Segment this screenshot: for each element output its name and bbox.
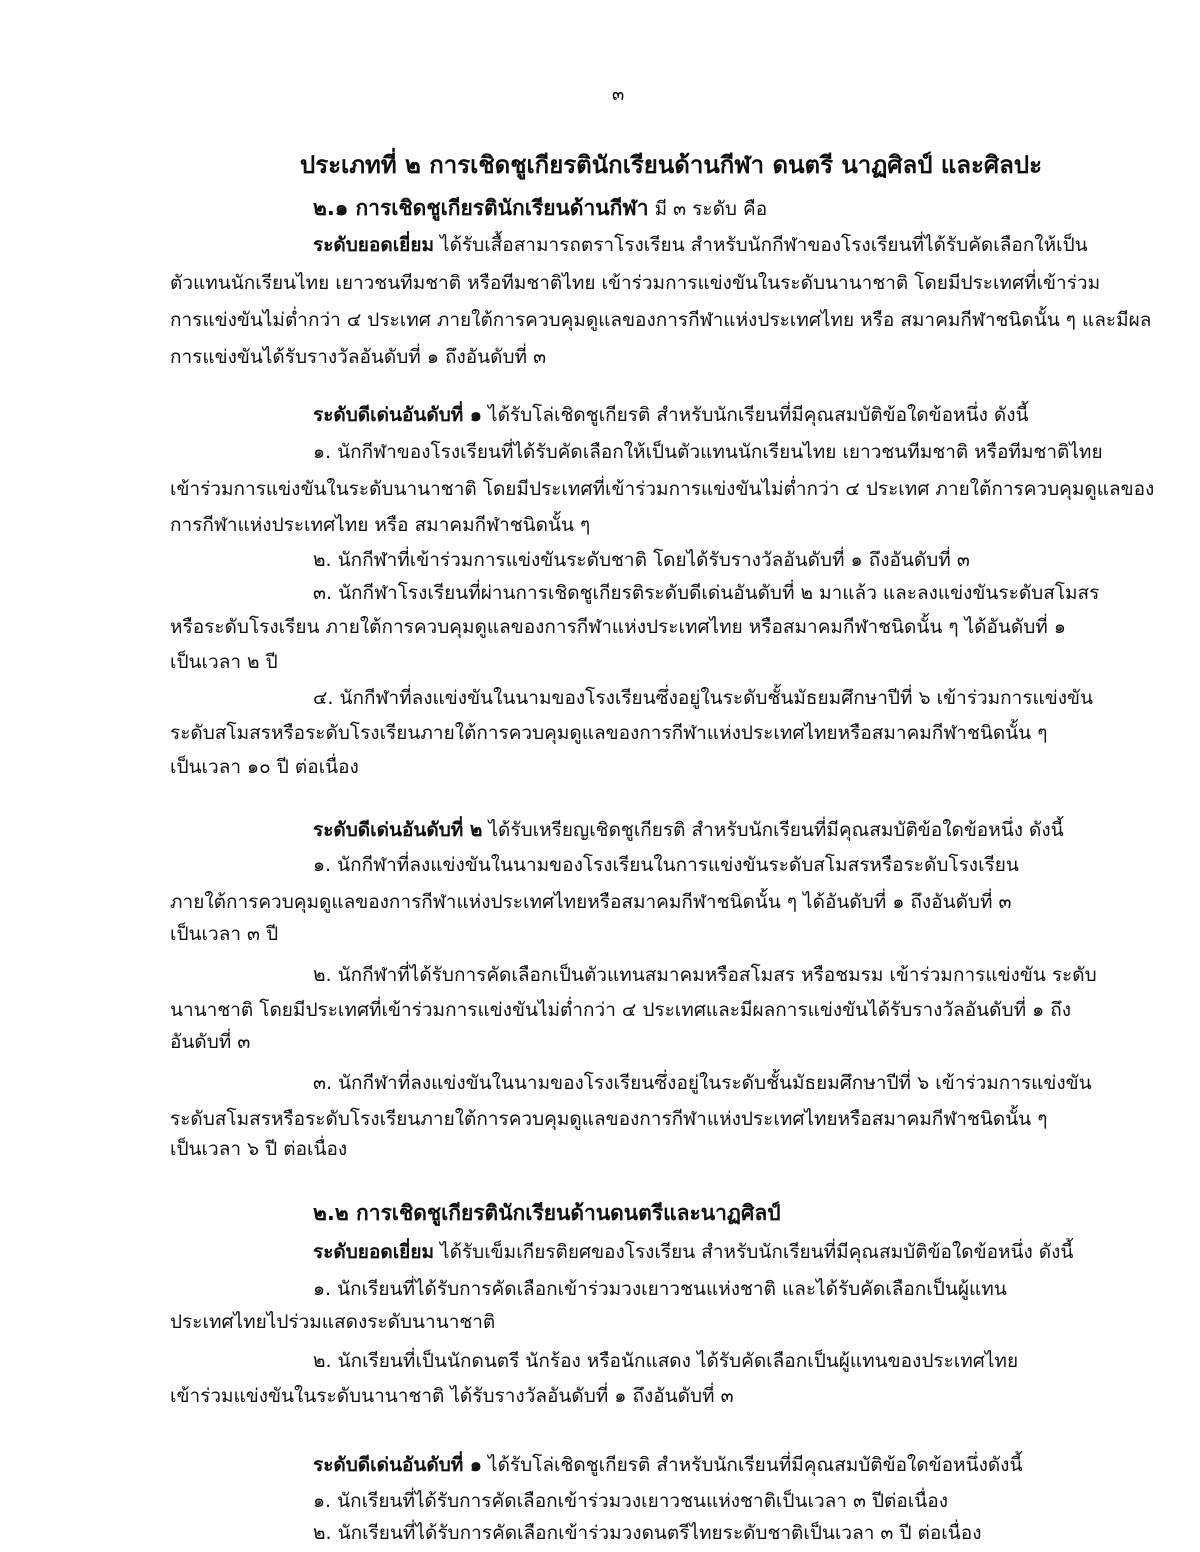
- level-text: ได้รับเข็มเกียรติยศของโรงเรียน สำหรับนักเรียนที่มีคุณสมบัติข้อใดข้อหนึ่ง ดังนี้: [440, 1241, 1074, 1263]
- paragraph-line: การกีฬาแห่งประเทศไทย หรือ สมาคมกีฬาชนิดนั้น ๆ: [170, 514, 591, 536]
- paragraph-line: อันดับที่ ๓: [170, 1031, 251, 1053]
- paragraph-line: ประเทศไทยไปร่วมแสดงระดับนานาชาติ: [170, 1311, 496, 1333]
- section-heading-2-1-text: ๒.๑ การเชิดชูเกียรตินักเรียนด้านกีฬา: [313, 196, 649, 220]
- paragraph-line: ตัวแทนนักเรียนไทย เยาวชนทีมชาติ หรือทีมชาติไทย เข้าร่วมการแข่งขันในระดับนานาชาติ โดยมีประเทศที่เข้าร่วม: [170, 272, 1101, 294]
- list-item: ๓. นักกีฬาที่ลงแข่งขันในนามของโรงเรียนซึ่งอยู่ในระดับชั้นมัธยมศึกษาปีที่ ๖ เข้าร่วมการแข่งขัน: [313, 1072, 1092, 1094]
- level-text: ได้รับโล่เชิดชูเกียรติ สำหรับนักเรียนที่มีคุณสมบัติข้อใดข้อหนึ่ง ดังนี้: [488, 404, 1029, 426]
- level-text: ได้รับโล่เชิดชูเกียรติ สำหรับนักเรียนที่มีคุณสมบัติข้อใดข้อหนึ่งดังนี้: [488, 1454, 1023, 1476]
- paragraph-line: เป็นเวลา ๖ ปี ต่อเนื่อง: [170, 1138, 348, 1160]
- level-label: ระดับดีเด่นอันดับที่ ๑: [313, 1454, 482, 1476]
- list-item: ๑. นักกีฬาของโรงเรียนที่ได้รับคัดเลือกให้เป็นตัวแทนนักเรียนไทย เยาวชนทีมชาติ หรือทีมชาติไทย: [313, 441, 1103, 463]
- paragraph-line: หรือระดับโรงเรียน ภายใต้การควบคุมดูแลของการกีฬาแห่งประเทศไทย หรือสมาคมกีฬาชนิดนั้น ๆ ได้อันดับที่ ๑: [170, 616, 1066, 638]
- paragraph-line: ระดับสโมสรหรือระดับโรงเรียนภายใต้การควบคุมดูแลของการกีฬาแห่งประเทศไทยหรือสมาคมกีฬาชนิดนั้น ๆ: [170, 722, 1048, 744]
- list-item: ๒. นักกีฬาที่ได้รับการคัดเลือกเป็นตัวแทนสมาคมหรือสโมสร หรือชมรม เข้าร่วมการแข่งขัน ระดับ: [313, 964, 1097, 986]
- level-label: ระดับดีเด่นอันดับที่ ๒: [313, 819, 483, 841]
- list-item: ๒. นักเรียนที่ได้รับการคัดเลือกเข้าร่วมวงดนตรีไทยระดับชาติเป็นเวลา ๓ ปี ต่อเนื่อง: [313, 1522, 982, 1544]
- paragraph-line: เป็นเวลา ๓ ปี: [170, 923, 279, 945]
- level-label: ระดับยอดเยี่ยม: [313, 1241, 434, 1263]
- list-item: ๔. นักกีฬาที่ลงแข่งขันในนามของโรงเรียนซึ่งอยู่ในระดับชั้นมัธยมศึกษาปีที่ ๖ เข้าร่วมการแข่งขัน: [313, 687, 1094, 709]
- paragraph-line: ระดับสโมสรหรือระดับโรงเรียนภายใต้การควบคุมดูแลของการกีฬาแห่งประเทศไทยหรือสมาคมกีฬาชนิดนั้น ๆ: [170, 1108, 1048, 1130]
- paragraph-line: เป็นเวลา ๒ ปี: [170, 651, 278, 673]
- paragraph-line: ภายใต้การควบคุมดูแลของการกีฬาแห่งประเทศไทยหรือสมาคมกีฬาชนิดนั้น ๆ ได้อันดับที่ ๑ ถึงอันดับที่ ๓: [170, 891, 1012, 913]
- level-text: ได้รับเหรียญเชิดชูเกียรติ สำหรับนักเรียนที่มีคุณสมบัติข้อใดข้อหนึ่ง ดังนี้: [488, 819, 1064, 841]
- paragraph-line: [313, 815, 1064, 845]
- list-item: ๑. นักเรียนที่ได้รับการคัดเลือกเข้าร่วมวงเยาวชนแห่งชาติเป็นเวลา ๓ ปีต่อเนื่อง: [313, 1490, 948, 1512]
- paragraph-line: [313, 1450, 1022, 1480]
- paragraph-line: [313, 1237, 1073, 1267]
- section-heading-2-2: ๒.๒ การเชิดชูเกียรตินักเรียนด้านดนตรีและนาฏศิลป์: [313, 1201, 781, 1225]
- level-label: ระดับยอดเยี่ยม: [313, 234, 434, 256]
- paragraph-line: [313, 230, 1088, 260]
- page-title: ประเภทที่ ๒ การเชิดชูเกียรตินักเรียนด้านกีฬา ดนตรี นาฏศิลป์ และศิลปะ: [300, 151, 1042, 179]
- level-text: ได้รับเสื้อสามารถตราโรงเรียน สำหรับนักกีฬาของโรงเรียนที่ได้รับคัดเลือกให้เป็น: [440, 234, 1088, 256]
- paragraph-line: [313, 400, 1029, 430]
- list-item: ๒. นักเรียนที่เป็นนักดนตรี นักร้อง หรือนักแสดง ได้รับคัดเลือกเป็นผู้แทนของประเทศไทย: [313, 1350, 1019, 1372]
- page-number: ๓: [612, 84, 625, 105]
- paragraph-line: เข้าร่วมแข่งขันในระดับนานาชาติ ได้รับรางวัลอันดับที่ ๑ ถึงอันดับที่ ๓: [170, 1385, 734, 1407]
- section-heading-2-1-suffix: มี ๓ ระดับ คือ: [654, 198, 768, 220]
- list-item: ๑. นักเรียนที่ได้รับการคัดเลือกเข้าร่วมวงเยาวชนแห่งชาติ และได้รับคัดเลือกเป็นผู้แทน: [313, 1278, 1007, 1300]
- list-item: ๓. นักกีฬาโรงเรียนที่ผ่านการเชิดชูเกียรติระดับดีเด่นอันดับที่ ๒ มาแล้ว และลงแข่งขันระดับสโมสร: [313, 582, 1100, 604]
- section-heading-2-1: [313, 193, 767, 224]
- paragraph-line: นานาชาติ โดยมีประเทศที่เข้าร่วมการแข่งขันไม่ต่ำกว่า ๔ ประเทศและมีผลการแข่งขันได้รับรางวัลอันดับที่ ๑ ถึง: [170, 999, 1072, 1021]
- list-item: ๒. นักกีฬาที่เข้าร่วมการแข่งขันระดับชาติ โดยได้รับรางวัลอันดับที่ ๑ ถึงอันดับที่ ๓: [313, 549, 970, 571]
- paragraph-line: การแข่งขันไม่ต่ำกว่า ๔ ประเทศ ภายใต้การควบคุมดูแลของการกีฬาแห่งประเทศไทย หรือ สมาคมกีฬาชนิดนั้น ๆ และมีผล: [170, 309, 1152, 331]
- paragraph-line: การแข่งขันได้รับรางวัลอันดับที่ ๑ ถึงอันดับที่ ๓: [170, 346, 547, 368]
- level-label: ระดับดีเด่นอันดับที่ ๑: [313, 404, 482, 426]
- list-item: ๑. นักกีฬาที่ลงแข่งขันในนามของโรงเรียนในการแข่งขันระดับสโมสรหรือระดับโรงเรียน: [313, 854, 1019, 876]
- paragraph-line: เป็นเวลา ๑๐ ปี ต่อเนื่อง: [170, 756, 359, 778]
- paragraph-line: เข้าร่วมการแข่งขันในระดับนานาชาติ โดยมีประเทศที่เข้าร่วมการแข่งขันไม่ต่ำกว่า ๔ ประเทศ ภายใต้การควบคุมดูแลของ: [170, 478, 1155, 500]
